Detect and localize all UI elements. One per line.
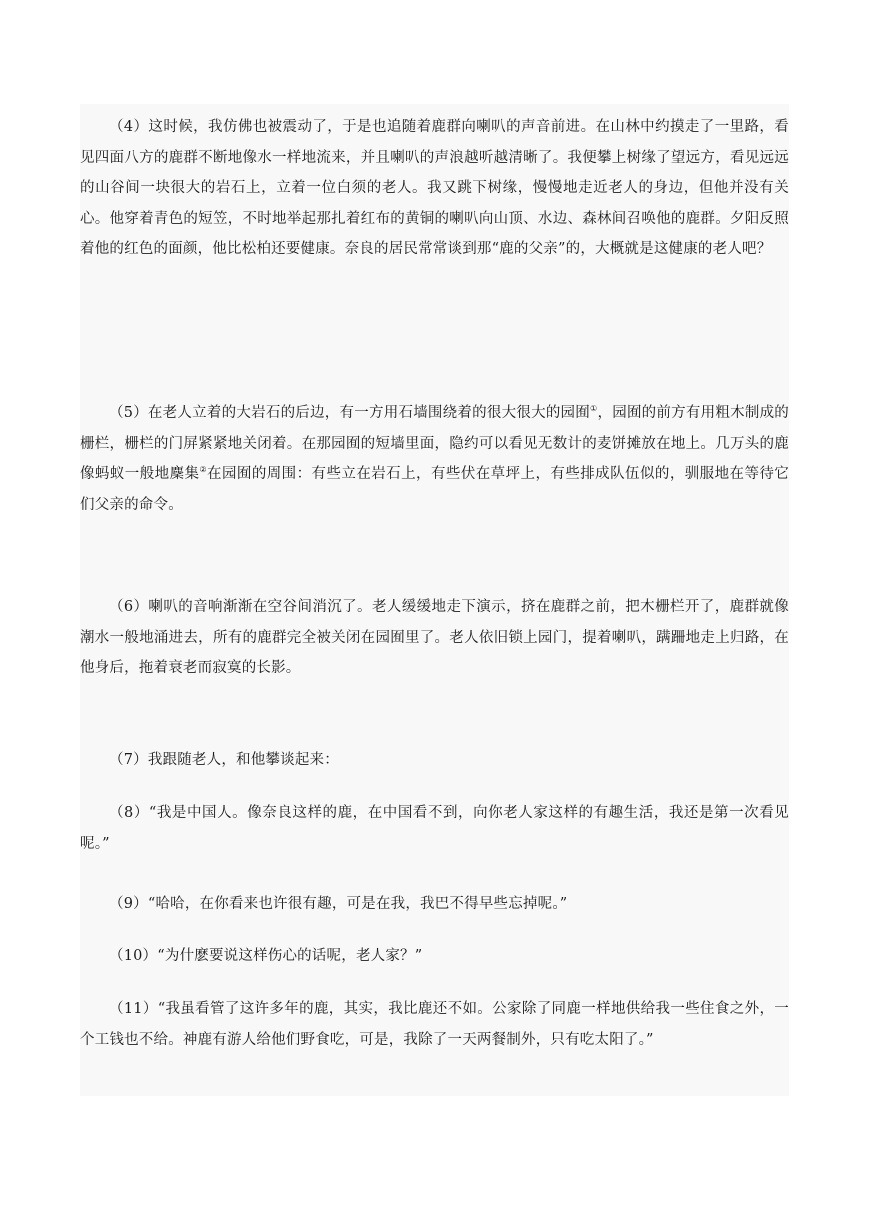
paragraph-7-text: （7）我跟随老人，和他攀谈起来： (109, 752, 339, 768)
paragraph-6 (80, 592, 789, 684)
paragraph-7 (80, 745, 789, 776)
paragraph-11-text: （11）“我虽看管了这许多年的鹿，其实，我比鹿还不如。公家除了同鹿一样地供给我一些住食之外，一个工钱也不给。神鹿有游人给他们野食吃，可是，我除了一天两餐制外，只有吃太阳了。” (80, 1001, 789, 1048)
paragraph-9-text: （9）“哈哈，在你看来也许很有趣，可是在我，我巴不得早些忘掉呢。” (109, 896, 568, 912)
paragraph-10 (80, 941, 789, 972)
paragraph-8-text: （8）“我是中国人。像奈良这样的鹿，在中国看不到，向你老人家这样的有趣生活，我还是第一次看见呢。” (80, 805, 789, 852)
paragraph-4-text: （4）这时候，我仿佛也被震动了，于是也追随着鹿群向喇叭的声音前进。在山林中约摸走了一里路，看见四面八方的鹿群不断地像水一样地流来，并且喇叭的声浪越听越清晰了。我便攀上树缘了望远方，看见远远的山谷间一块很大的岩石上，立着一位白须的老人。我又跳下树缘，慢慢地走近老人的身边，但他并没有关心。他穿着青色的短笠，不时地举起那扎着红布的黄铜的喇叭向山顶、水边、森林间召唤他的鹿群。夕阳反照着他的红色的面颜，他比松柏还要健康。奈良的居民常常谈到那“鹿的父亲”的，大概就是这健康的老人吧？ (80, 119, 789, 258)
paragraph-11 (80, 994, 789, 1055)
footnote-marker-2: ② (199, 465, 208, 475)
footnote-marker-1: ① (590, 404, 598, 414)
paragraph-6-text: （6）喇叭的音响渐渐在空谷间消沉了。老人缓缓地走下演示，挤在鹿群之前，把木栅栏开了，鹿群就像潮水一般地涌进去，所有的鹿群完全被关闭在园囿里了。老人依旧锁上园门，提着喇叭，蹒跚地走上归路，在他身后，拖着衰老而寂寞的长影。 (80, 599, 789, 677)
paragraph-5-text-a: （5）在老人立着的大岩石的后边，有一方用石墙围绕着的很大很大的园囿 (109, 405, 591, 421)
paragraph-10-text: （10）“为什麽要说这样伤心的话呢，老人家？” (109, 948, 423, 964)
paragraph-8 (80, 798, 789, 859)
paragraph-4 (80, 112, 789, 265)
paragraph-5 (80, 398, 789, 520)
paragraph-5-text-c: 在园囿的周围：有些立在岩石上，有些伏在草坪上，有些排成队伍似的，驯服地在等待它们父亲的命令。 (80, 466, 790, 513)
paragraph-5-text-b: ，园囿的前方有用粗木制成的栅栏，栅栏的门屏紧紧地关闭着。在那园囿的短墙里面，隐约可以看见无数计的麦饼摊放在地上。几万头的鹿像蚂蚁一般地麇集 (80, 405, 790, 483)
paragraph-9 (80, 889, 789, 920)
